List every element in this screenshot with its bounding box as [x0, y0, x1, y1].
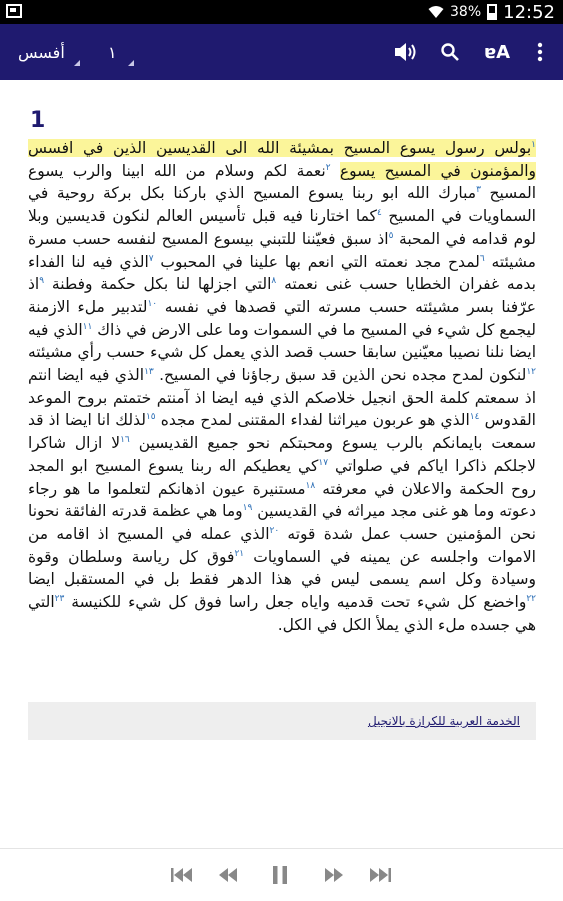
rewind-button[interactable] — [216, 864, 240, 886]
verse-number: ١ — [531, 139, 536, 150]
verse[interactable] — [161, 411, 480, 429]
clock: 12:52 — [503, 1, 555, 23]
verse-number: ٨ — [271, 276, 277, 287]
audio-icon — [393, 41, 419, 63]
notification-icon — [6, 4, 22, 18]
verse[interactable] — [160, 253, 484, 271]
verse-text: الذي فيه ايضا نلنا نصيبا معيّنين سابقا حسب قصد الذي يعمل كل شيء حسب رأي مشيئته — [28, 320, 536, 362]
verse-text: لنكون لمدح مجده نحن الذين قد سبق رجاؤنا في المسيح. — [159, 366, 527, 385]
verse-number: ٢٢ — [526, 593, 536, 604]
audio-button[interactable] — [392, 24, 420, 80]
pause-icon — [273, 866, 287, 884]
font-size-button[interactable] — [482, 24, 512, 80]
verse-number: ١٧ — [318, 457, 329, 468]
search-button[interactable] — [438, 24, 462, 80]
verse-text: فوق كل رياسة وسلطان وقوة وسيادة وكل اسم يسمى ليس في هذا الدهر فقط بل في المستقبل ايضا — [28, 547, 536, 589]
verse-text: وما هي عظمة قدرته الفائقة نحونا نحن المؤمنين حسب عمل شدة قوته — [28, 502, 536, 543]
verse-number: ١٥ — [145, 412, 156, 423]
dropdown-corner-icon — [128, 60, 134, 66]
verse-text: مبارك الله ابو ربنا يسوع المسيح الذي باركنا بكل بركة روحية في السماويات في المسيح — [28, 184, 536, 226]
verse-text: الذي هو عربون ميراثنا لفداء المقتنى لمدح مجده — [160, 411, 470, 430]
book-name: أفسس — [18, 42, 65, 62]
verse-text: بولس رسول يسوع المسيح بمشيئة الله الى القديسين الذين في افسس والمؤمنون في المسيح يسوع — [28, 139, 536, 180]
verse[interactable] — [159, 366, 536, 384]
verse-number: ١٣ — [144, 366, 154, 377]
verse-text: نعمة لكم وسلام من الله ابينا والرب يسوع المسيح — [28, 161, 536, 203]
fast-forward-icon — [324, 868, 344, 882]
verse-number: ١٨ — [305, 480, 316, 491]
status-bar — [0, 0, 563, 24]
app-bar — [0, 24, 563, 80]
verse-text: واخضع كل شيء تحت قدميه واياه جعل راسا فوق كل شيء للكنيسة — [71, 593, 527, 612]
chapter-selector[interactable] — [108, 24, 117, 80]
dropdown-corner-icon — [74, 60, 80, 66]
chapter-name: ١ — [108, 42, 117, 62]
skip-next-button[interactable] — [368, 864, 392, 886]
verse-text: اذ سبق فعيّننا للتبني بيسوع المسيح لنفسه حسب مسرة مشيئته — [28, 229, 536, 271]
verse-number: ١٤ — [469, 412, 480, 423]
verse-number: ٥ — [388, 230, 394, 241]
audio-player-bar — [0, 848, 563, 901]
verse-text: اذ عرّفنا بسر مشيئته حسب مسرته التي قصدها في نفسه — [28, 275, 536, 316]
verse-text: الذي فيه لنا الفداء بدمه غفران الخطايا حسب غنى نعمته — [28, 252, 536, 294]
verse-number: ٩ — [39, 276, 45, 287]
passage-text[interactable] — [28, 137, 536, 636]
verse-number: ٤ — [376, 207, 382, 218]
verse-text: كي يعطيكم اله ربنا يسوع المسيح ابو المجد روح الحكمة والاعلان في معرفته — [28, 456, 536, 498]
reading-pane[interactable] — [28, 108, 536, 636]
verse[interactable] — [52, 275, 276, 293]
status-indicators — [428, 2, 555, 22]
verse-number: ١٢ — [526, 366, 537, 377]
verse-text: كما اختارنا فيه قبل تأسيس العالم لنكون قديسين وبلا لوم قدامه في المحبة — [28, 207, 537, 248]
verse-number: ٧ — [148, 253, 154, 264]
verse-text: التي اجزلها لنا بكل حكمة وفطنة — [51, 275, 272, 294]
verse[interactable] — [71, 593, 536, 611]
verse-text: لمدح مجد نعمته التي انعم بها علينا في المحبوب — [160, 252, 480, 271]
verse-number: ١٦ — [120, 434, 130, 445]
search-icon — [440, 42, 460, 62]
verse-text: لذلك انا ايضا اذ قد سمعت بايمانكم بالرب يسوع ومحبتكم نحو جميع القديسين — [28, 411, 536, 453]
pause-button[interactable] — [270, 864, 290, 886]
verse-number: ٢١ — [234, 548, 245, 559]
publisher-link[interactable]: الخدمة العربية للكرازة بالانجيل — [367, 714, 520, 728]
font-size-icon: ɐA — [483, 41, 511, 63]
verse-text: الذي فيه ايضا انتم اذ سمعتم كلمة الحق انجيل خلاصكم الذي فيه ايضا اذ آمنتم ختمتم بروح الموعد القدوس — [28, 366, 536, 430]
chapter-heading: 1 — [30, 108, 46, 133]
battery-percent: 38% — [450, 4, 482, 20]
verse-text: التي هي جسده ملء الذي يملأ الكل في الكل. — [28, 593, 536, 634]
fast-forward-button[interactable] — [322, 864, 346, 886]
verse-number: ٢٣ — [54, 593, 65, 604]
overflow-menu-icon — [537, 42, 543, 62]
skip-previous-button[interactable] — [170, 864, 194, 886]
verse-number: ١٩ — [242, 503, 253, 514]
book-selector[interactable] — [18, 24, 65, 80]
skip-previous-icon — [171, 868, 193, 882]
verse-number: ٦ — [479, 253, 485, 264]
verse-number: ٢ — [325, 162, 331, 173]
skip-next-icon — [369, 868, 391, 882]
battery-icon — [487, 4, 497, 20]
overflow-menu-button[interactable] — [530, 24, 550, 80]
wifi-icon — [428, 5, 444, 19]
verse-text: لتدبير ملء الازمنة ليجمع كل شيء في المسيح ما في السموات وما على الارض في ذاك — [28, 297, 536, 339]
copyright-box — [28, 702, 536, 740]
verse-text: مستنيرة عيون اذهانكم لتعلموا ما هو رجاء دعوته وما هو غنى مجد ميراثه في القديسين — [28, 479, 536, 521]
verse-text: الذي عمله في المسيح اذ اقامه من الاموات واجلسه عن يمينه في السماويات — [28, 524, 536, 566]
verse-number: ٣ — [476, 185, 481, 196]
verse-number: ٢٠ — [269, 525, 280, 536]
verse-number: ١١ — [82, 321, 93, 332]
verse-number: ١٠ — [147, 298, 158, 309]
verse-text: لا ازال شاكرا لاجلكم ذاكرا اياكم في صلواتي — [28, 434, 537, 475]
rewind-icon — [218, 868, 238, 882]
